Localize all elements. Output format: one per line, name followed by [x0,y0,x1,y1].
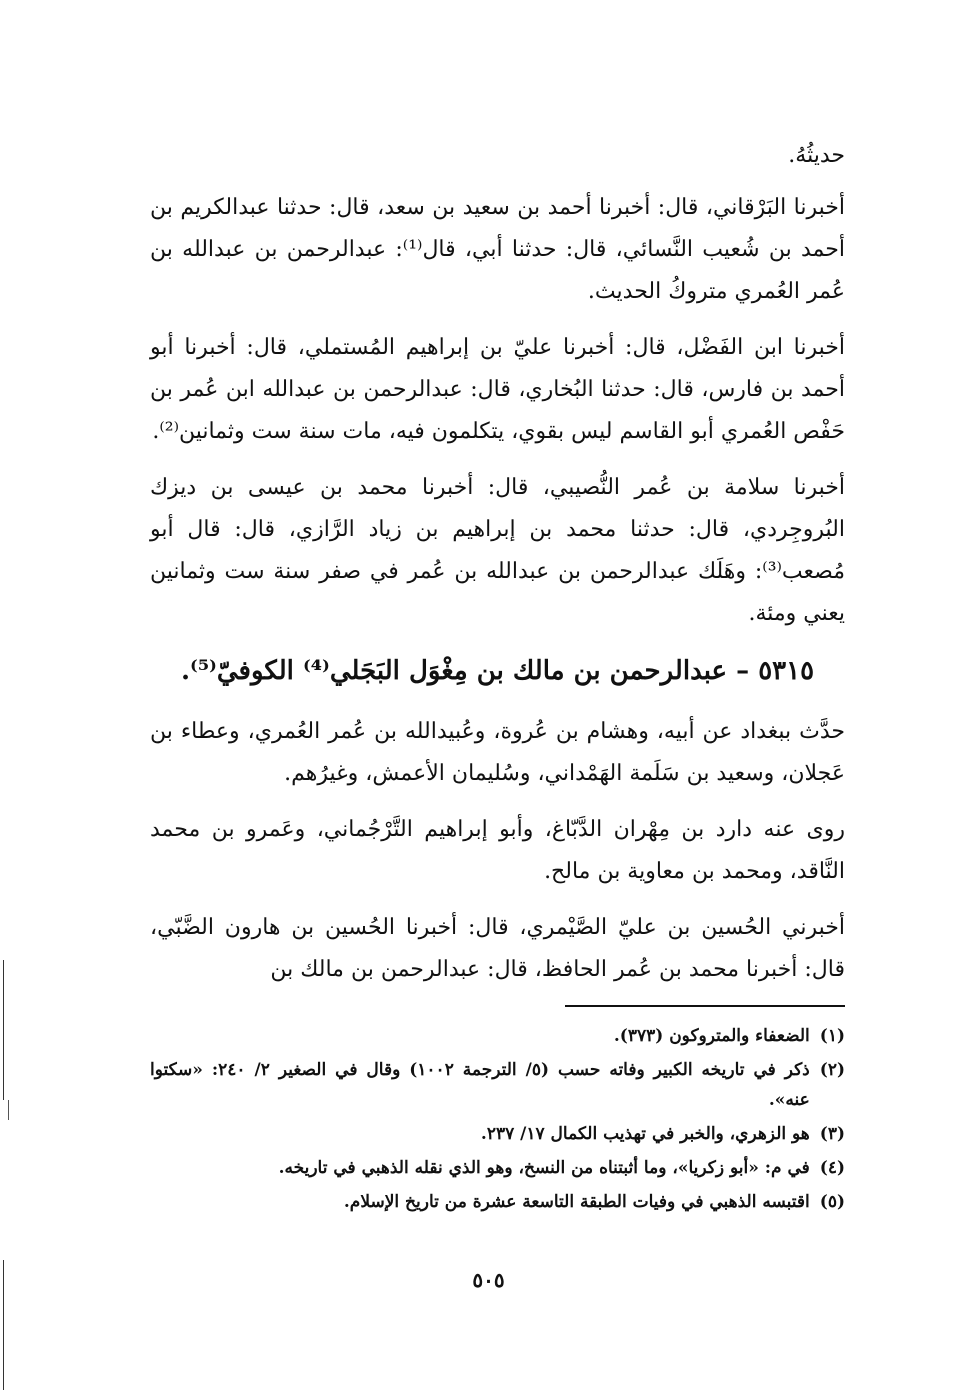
page-number: ٥٠٥ [472,1268,505,1292]
footnote-number: (٥) [819,1192,845,1212]
footnote-text: الضعفاء والمتروكون (٣٧٣). [613,1026,810,1046]
footnote [150,1187,845,1217]
footnote-number: (١) [819,1026,845,1046]
scan-edge-mark [8,1100,9,1120]
paragraph-4: حدَّث ببغداد عن أبيه، وهشام بن عُروة، وعُبيدالله بن عُمر العُمري، وعطاء بن عَجلان، وسعيد بن سَلَمة الهَمْداني، وسُليمان الأعمش، وغيرُهم. [150,719,845,786]
paragraph-1: أخبرنا البَرْقاني، قال: أخبرنا أحمد بن سعيد بن سعد، قال: حدثنا عبدالكريم بن أحمد بن شُعيب النَّسائي، قال: حدثنا أبي، قال⁽¹⁾: عبدالرحمن بن عبدالله بن عُمر العُمري متروكُ الحديث. [150,195,845,304]
paragraph-6: أخبرني الحُسين بن عليّ الصَّيْمري، قال: أخبرنا الحُسين بن هارون الضَّبّي، قال: أخبرنا محمد بن عُمر الحافظ، قال: عبدالرحمن بن مالك بن [150,915,845,982]
paragraph-3: أخبرنا سلامة بن عُمر النُّصيبي، قال: أخبرنا محمد بن عيسى بن ديزك البُروجِردي، قال: حدثنا محمد بن إبراهيم بن زياد الرَّازي، قال: قال أبو مُصعب⁽³⁾: وهَلَك عبدالرحمن بن عبدالله بن عُمر في صفر سنة ست وثمانين يعني ومئة. [150,475,845,626]
paragraph-5: روى عنه دارد بن مِهْران الدَّبّاغ، وأبو إبراهيم التَّرْجُماني، وعَمرو بن محمد النَّاقد، ومحمد بن معاوية بن مالح. [150,817,845,884]
page-body [150,135,845,1221]
footnote [150,1055,845,1115]
footnote-number: (٤) [819,1158,845,1178]
footnote-number: (٢) [819,1060,845,1080]
paragraph-2: أخبرنا ابن الفَضْل، قال: أخبرنا عليّ بن إبراهيم المُستملي، قال: أخبرنا أبو أحمد بن فارس، قال: حدثنا البُخاري، قال: عبدالرحمن بن عبدالله ابن عُمر بن حَفْص العُمري أبو القاسم ليس بقوي، يتكلمون فيه، مات سنة ست وثمانين⁽²⁾. [150,335,845,444]
footnote-text: في م: «أبو زكريا»، وما أثبتناه من النسخ، وهو الذي نقله الذهبي في تاريخه. [278,1158,810,1178]
footnote-number: (٣) [819,1124,845,1144]
footnote-text: اقتبسه الذهبي في وفيات الطبقة التاسعة عشرة من تاريخ الإسلام. [343,1192,810,1212]
scan-edge-mark [3,960,4,1100]
footnote [150,1119,845,1149]
scan-edge-mark [3,1260,4,1390]
footnote-text: هو الزهري، والخبر في تهذيب الكمال ١٧/ ٢٣٧. [480,1124,810,1144]
footnote [150,1153,845,1183]
footnote-text: ذكر في تاريخه الكبير وفاته حسب (٥/ الترجمة ١٠٠٢) وقال في الصغير ٢/ ٢٤٠: «سكتوا عنه». [150,1060,810,1110]
footnote-divider [565,1005,845,1007]
footnote [150,1021,845,1051]
paragraph-continuation: حديثُهُ. [788,143,845,168]
entry-heading: ٥٣١٥ – عبدالرحمن بن مالك بن مِغْوَل البَجَلي⁽⁴⁾ الكوفيّ⁽⁵⁾. [180,656,815,686]
